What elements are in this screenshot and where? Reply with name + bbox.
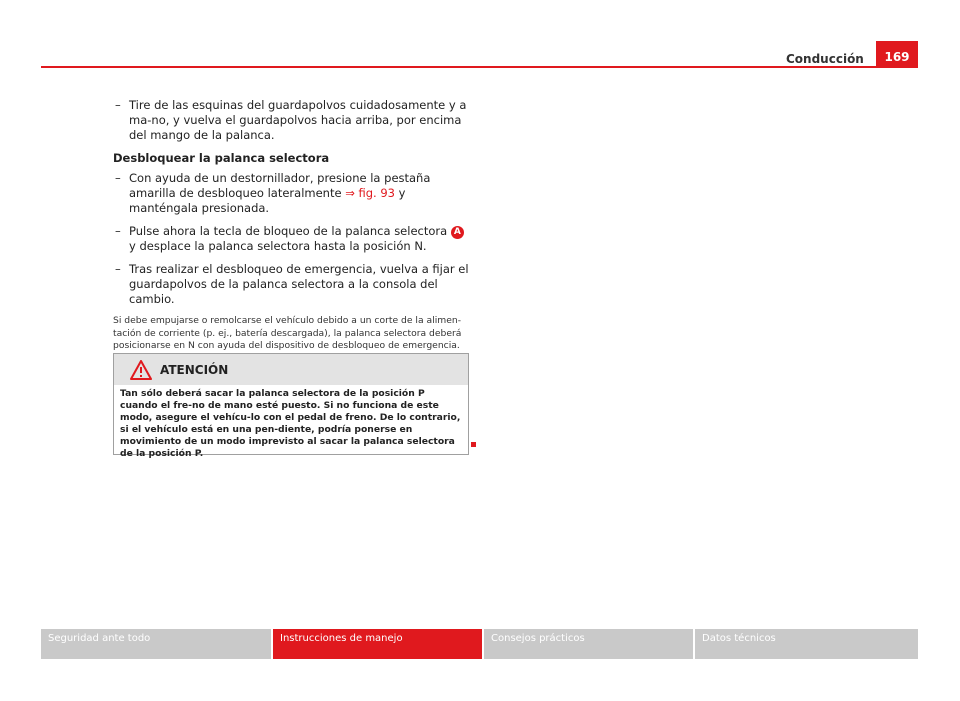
step-text: Tras realizar el desbloqueo de emergencia, vuelva a fijar el guardapolvos de la palanca selectora a la consola del cambio. (129, 262, 469, 306)
figure-link[interactable]: ⇒ fig. 93 (345, 186, 395, 200)
step-text: Pulse ahora la tecla de bloqueo de la palanca selectora (129, 224, 448, 238)
step-text: y desplace la palanca selectora hasta la posición N. (129, 239, 427, 253)
page-number: 169 (876, 41, 918, 66)
warning-text: Tan sólo deberá sacar la palanca selectora de la posición P cuando el fre-no de mano esté puesto. Si no funciona de este modo, asegure el vehícu-lo con el pedal de freno. De lo contrario, si el vehículo está en una pen-diente, podría ponerse en movimiento de un modo imprevisto al sacar la palanca selectora de la posición P. (120, 388, 461, 459)
dash-bullet: – (115, 262, 121, 276)
list-item (113, 98, 473, 143)
callout-marker: A (451, 226, 464, 239)
footer-tab-tips[interactable]: Consejos prácticos (484, 629, 693, 659)
dash-bullet: – (115, 171, 121, 185)
subheading: Desbloquear la palanca selectora (113, 151, 330, 165)
section-end-marker (471, 442, 476, 447)
warning-box (113, 353, 469, 459)
main-text (113, 98, 473, 353)
warning-header (114, 354, 468, 385)
list-item (113, 171, 473, 216)
header-rule (41, 66, 918, 68)
step-text: Tire de las esquinas del guardapolvos cuidadosamente y a ma-no, y vuelva el guardapolvos hacia arriba, por encima del mango de la palanca. (129, 98, 467, 142)
footer-tab-operation[interactable]: Instrucciones de manejo (273, 629, 482, 659)
footer-tab-safety[interactable]: Seguridad ante todo (41, 629, 271, 659)
step-text: y manténgala presionada. (129, 186, 406, 215)
list-item (113, 224, 473, 254)
dash-bullet: – (115, 224, 121, 238)
step-text: Con ayuda de un destornillador, presione la pestaña amarilla de desbloqueo lateralmente (129, 171, 431, 200)
footer-tab-technical[interactable]: Datos técnicos (695, 629, 918, 659)
dash-bullet: – (115, 98, 121, 112)
warning-triangle-icon (130, 360, 152, 380)
warning-title: ATENCIÓN (160, 363, 229, 377)
list-item (113, 262, 473, 307)
note-paragraph: Si debe empujarse o remolcarse el vehículo debido a un corte de la alimen-tación de corriente (p. ej., batería descargada), la palanca selectora deberá posicionarse en N con ayuda del dispositivo de desbloqueo de emergencia. (113, 315, 462, 351)
section-title: Conducción (786, 52, 864, 66)
